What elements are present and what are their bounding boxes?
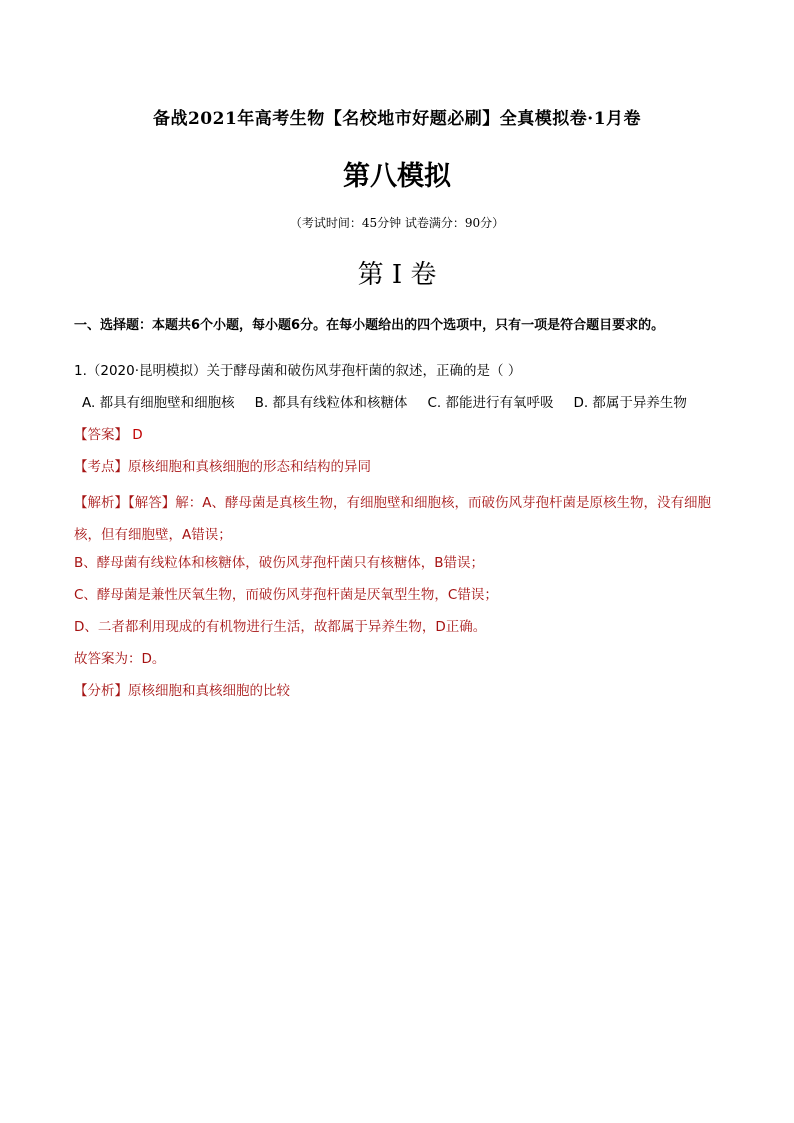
explanation-line-4: D、二者都利用现成的有机物进行生活，故都属于异养生物，D正确。 (74, 619, 487, 635)
volume-title: 第 I 卷 (357, 260, 437, 290)
analysis-label: 【分析】 (74, 683, 128, 699)
option-d: D. 都属于异养生物 (573, 395, 687, 411)
analysis-value: 原核细胞和真核细胞的比较 (128, 683, 290, 699)
option-b: B. 都具有线粒体和核糖体 (254, 395, 408, 411)
knowledge-point-line (74, 455, 371, 475)
explanation-line-2: B、酵母菌有线粒体和核糖体，破伤风芽孢杆菌只有核糖体，B错误； (74, 555, 485, 571)
final-answer: 故答案为：D。 (74, 651, 166, 667)
section-instructions: 一、选择题：本题共6个小题，每小题6分。在每小题给出的四个选项中，只有一项是符合题目要求的。 (74, 318, 665, 333)
exam-info: （考试时间：45分钟 试卷满分：90分） (289, 216, 505, 230)
answer-line (74, 423, 143, 443)
explanation-line-1: 解：A、酵母菌是真核生物，有细胞壁和细胞核，而破伤风芽孢杆菌是原核生物，没有细胞核，但有细胞壁，A错误； (74, 495, 711, 543)
analysis-line (74, 679, 290, 699)
question-stem: 1.（2020·昆明模拟）关于酵母菌和破伤风芽孢杆菌的叙述，正确的是（ ） (74, 363, 522, 379)
explanation-paragraph-1 (74, 487, 724, 551)
explanation-label: 【解析】【解答】 (74, 495, 176, 511)
question-options (82, 391, 722, 411)
series-title: 备战2021年高考生物【名校地市好题必刷】全真模拟卷·1月卷 (152, 109, 642, 129)
knowledge-point-label: 【考点】 (74, 459, 128, 475)
answer-value: D (132, 427, 143, 443)
explanation-line-3: C、酵母菌是兼性厌氧生物，而破伤风芽孢杆菌是厌氧型生物，C错误； (74, 587, 498, 603)
option-a: A. 都具有细胞壁和细胞核 (82, 395, 235, 411)
exam-title: 第八模拟 (343, 161, 451, 192)
option-c: C. 都能进行有氧呼吸 (427, 395, 554, 411)
knowledge-point-value: 原核细胞和真核细胞的形态和结构的异同 (128, 459, 371, 475)
answer-label: 【答案】 (74, 427, 128, 443)
